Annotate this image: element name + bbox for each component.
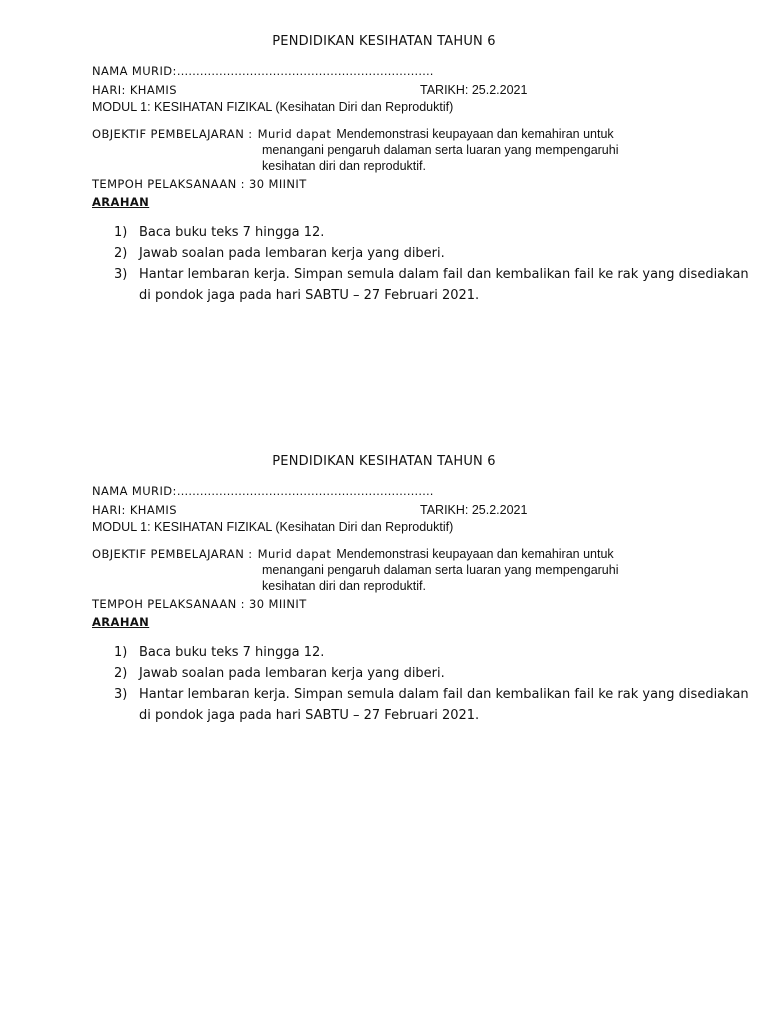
student-name-label: NAMA MURID: <box>92 64 177 78</box>
document-title: PENDIDIKAN KESIHATAN TAHUN 6 <box>272 454 496 469</box>
date-label: TARIKH: 25.2.2021 <box>420 503 528 517</box>
objective-subject: Murid dapat <box>257 127 332 141</box>
list-item-text: Hantar lembaran kerja. Simpan semula dalam fail dan kembalikan fail ke rak yang disediakan di pondok jaga pada hari SABTU – 27 Februari 2021. <box>139 267 749 303</box>
list-item-text: Baca buku teks 7 hingga 12. <box>139 645 325 660</box>
list-item <box>114 642 754 663</box>
duration-label: TEMPOH PELAKSANAAN : 30 MIINIT <box>92 597 307 611</box>
list-item-number: 3) <box>114 687 128 702</box>
list-item <box>114 264 754 306</box>
list-item-text: Baca buku teks 7 hingga 12. <box>139 225 325 240</box>
list-item <box>114 243 754 264</box>
student-name-label: NAMA MURID: <box>92 484 177 498</box>
list-item-number: 2) <box>114 666 128 681</box>
list-item-number: 3) <box>114 267 128 282</box>
instructions-list <box>114 642 754 726</box>
objective-label: OBJEKTIF PEMBELAJARAN : <box>92 547 253 561</box>
student-name-line <box>92 63 433 79</box>
list-item-number: 2) <box>114 246 128 261</box>
objective-text-2: menangani pengaruh dalaman serta luaran yang mempengaruhi <box>262 143 619 157</box>
date-label: TARIKH: 25.2.2021 <box>420 83 528 97</box>
list-item-text: Hantar lembaran kerja. Simpan semula dalam fail dan kembalikan fail ke rak yang disediakan di pondok jaga pada hari SABTU – 27 Februari 2021. <box>139 687 749 723</box>
objective-text-2: menangani pengaruh dalaman serta luaran yang mempengaruhi <box>262 563 619 577</box>
list-item-number: 1) <box>114 225 128 240</box>
list-item <box>114 684 754 726</box>
list-item-text: Jawab soalan pada lembaran kerja yang diberi. <box>139 666 445 681</box>
instructions-heading: ARAHAN <box>92 195 150 209</box>
list-item-text: Jawab soalan pada lembaran kerja yang diberi. <box>139 246 445 261</box>
module-label: MODUL 1: KESIHATAN FIZIKAL (Kesihatan Diri dan Reproduktif) <box>92 100 454 114</box>
module-label: MODUL 1: KESIHATAN FIZIKAL (Kesihatan Diri dan Reproduktif) <box>92 520 454 534</box>
instructions-list <box>114 222 754 306</box>
document-title: PENDIDIKAN KESIHATAN TAHUN 6 <box>272 34 496 49</box>
objective-line-1 <box>92 125 614 142</box>
student-name-blank: …………………………………………………………. <box>176 64 434 78</box>
student-name-line <box>92 483 433 499</box>
list-item <box>114 663 754 684</box>
worksheet-header-2 <box>0 420 768 840</box>
day-label: HARI: KHAMIS <box>92 503 177 517</box>
objective-text-3: kesihatan diri dan reproduktif. <box>262 579 426 593</box>
objective-subject: Murid dapat <box>257 547 332 561</box>
instructions-heading: ARAHAN <box>92 615 150 629</box>
student-name-blank: …………………………………………………………. <box>176 484 434 498</box>
worksheet-header-1 <box>0 0 768 420</box>
objective-text-1: Mendemonstrasi keupayaan dan kemahiran untuk <box>336 547 614 561</box>
objective-label: OBJEKTIF PEMBELAJARAN : <box>92 127 253 141</box>
objective-text-1: Mendemonstrasi keupayaan dan kemahiran untuk <box>336 127 614 141</box>
day-label: HARI: KHAMIS <box>92 83 177 97</box>
objective-text-3: kesihatan diri dan reproduktif. <box>262 159 426 173</box>
objective-line-1 <box>92 545 614 562</box>
duration-label: TEMPOH PELAKSANAAN : 30 MIINIT <box>92 177 307 191</box>
list-item-number: 1) <box>114 645 128 660</box>
list-item <box>114 222 754 243</box>
